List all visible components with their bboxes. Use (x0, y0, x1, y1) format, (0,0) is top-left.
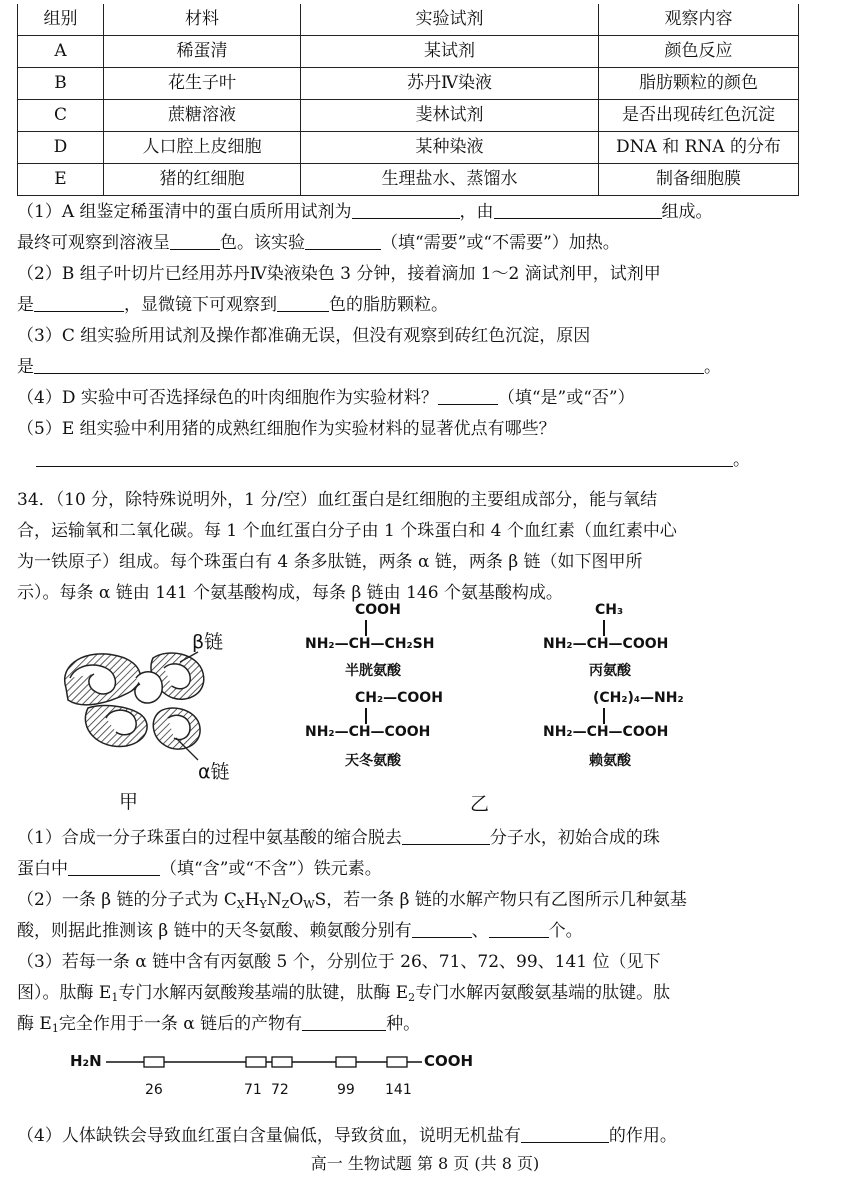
q34-intro-line3: 为一铁原子）组成。每个珠蛋白有 4 条多肽链，两条 α 链，两条 β 链（如下图甲所 (17, 552, 643, 572)
side-group: COOH (355, 602, 401, 618)
question-text: 图）。肽酶 E (17, 983, 112, 1003)
q33-part2-line2 (17, 293, 448, 317)
amino-acid-name: 丙氨酸 (589, 663, 631, 679)
formula-subscript: 1 (51, 1022, 59, 1035)
question-text: 色的脂肪颗粒。 (329, 295, 448, 315)
table-cell: 脂肪颗粒的颜色 (599, 68, 799, 100)
alanine-box (387, 1057, 407, 1067)
beta-chain-label: β链 (192, 631, 224, 653)
question-text: 最终可观察到溶液呈 (17, 233, 170, 253)
question-text: （2）B 组子叶切片已经用苏丹Ⅳ染液染色 3 分钟，接着滴加 1～2 滴试剂甲，试剂甲 (17, 264, 661, 284)
question-text: 蛋白中 (17, 859, 68, 879)
amino-acid-name: 赖氨酸 (589, 753, 631, 769)
table-header-cell: 观察内容 (599, 4, 799, 36)
question-text: （填“是”或“否”） (497, 388, 635, 408)
table-cell: 生理盐水、蒸馏水 (301, 164, 599, 196)
answer-blank[interactable] (277, 293, 329, 312)
answer-blank[interactable] (68, 857, 160, 876)
q33-part2-line1 (17, 262, 661, 286)
table-row (18, 164, 799, 196)
aspartate-structure (305, 690, 485, 770)
table-cell: C (18, 100, 104, 132)
answer-blank[interactable] (521, 1124, 609, 1143)
figure-jia-caption: 甲 (119, 791, 139, 813)
question-text: （1）A 组鉴定稀蛋清中的蛋白质所用试剂为 (17, 202, 352, 222)
formula-subscript: 1 (111, 991, 119, 1004)
table-cell: E (18, 164, 104, 196)
bond-line (365, 620, 367, 636)
alpha-chain-label: α链 (198, 761, 230, 783)
question-text: 个。 (548, 921, 583, 941)
question-text: 酶 E (17, 1014, 52, 1034)
amino-acid-name: 半胱氨酸 (345, 663, 401, 679)
table-cell: 制备细胞膜 (599, 164, 799, 196)
table-cell: 斐林试剂 (301, 100, 599, 132)
position-label: 71 (244, 1082, 262, 1098)
table-cell: 人口腔上皮细胞 (104, 132, 301, 164)
q34-part4 (17, 1124, 677, 1148)
q34-part2-line1 (17, 888, 687, 917)
question-text: 完全作用于一条 α 链后的产物有 (58, 1014, 303, 1034)
formula-subscript: Y (259, 898, 267, 911)
answer-blank[interactable] (302, 1012, 386, 1031)
question-text: 是 (17, 357, 34, 377)
question-text: 、 (471, 921, 489, 941)
q34-intro-line4: 示）。每条 α 链由 141 个氨基酸构成，每条 β 链由 146 个氨基酸构成。 (17, 583, 563, 603)
table-header-cell: 材料 (104, 4, 301, 36)
table-cell: D (18, 132, 104, 164)
main-formula: NH₂—CH—COOH (543, 724, 669, 740)
question-text: O (289, 890, 304, 910)
table-cell: DNA 和 RNA 的分布 (599, 132, 799, 164)
alanine-box (144, 1057, 164, 1067)
bond-line (603, 620, 605, 636)
chain-n-terminus: H₂N (70, 1052, 102, 1070)
question-text: （4）D 实验中可否选择绿色的叶肉细胞作为实验材料？ (17, 388, 438, 408)
question-text: H (244, 890, 260, 910)
formula-subscript: X (236, 898, 245, 911)
bond-line (603, 708, 605, 724)
q34-part3-line3 (17, 1012, 420, 1041)
q33-part3-line1 (17, 324, 590, 348)
alanine-box (246, 1057, 266, 1067)
main-formula: NH₂—CH—COOH (305, 724, 431, 740)
formula-subscript: Z (281, 898, 290, 911)
question-text: 分子水，初始合成的珠 (489, 828, 660, 848)
question-text: （填“含”或“不含”）铁元素。 (160, 859, 382, 879)
q34-part1-line1 (17, 826, 660, 850)
q34-intro-line2: 合，运输氧和二氧化碳。每 1 个血红蛋白分子由 1 个珠蛋白和 4 个血红素（血红素中心 (17, 521, 677, 541)
table-cell: 是否出现砖红色沉淀 (599, 100, 799, 132)
table-row (18, 36, 799, 68)
question-text: 。 (704, 357, 721, 377)
question-text: 的作用。 (608, 1126, 677, 1146)
main-formula: NH₂—CH—COOH (543, 636, 669, 652)
question-text: 色。该实验 (220, 233, 305, 253)
question-text: 组成。 (661, 202, 713, 222)
table-cell: A (18, 36, 104, 68)
q33-part1-line2 (17, 231, 620, 255)
q34-part1-line2 (17, 857, 382, 881)
table-header-row (18, 4, 799, 36)
page-footer: 高一 生物试题 第 8 页 (共 8 页) (310, 1154, 540, 1173)
answer-blank[interactable] (305, 231, 381, 250)
answer-blank[interactable] (438, 386, 498, 405)
question-text: 。 (733, 450, 750, 470)
table-header-cell: 实验试剂 (301, 4, 599, 36)
question-text: （2）一条 β 链的分子式为 C (17, 890, 237, 910)
alanine-box (272, 1057, 292, 1067)
answer-blank[interactable] (494, 200, 662, 219)
side-group: CH₃ (595, 602, 624, 618)
chain-c-terminus: COOH (424, 1052, 474, 1070)
cysteine-structure (305, 602, 485, 682)
q33-part3-line2 (17, 355, 721, 379)
figure-yi-caption: 乙 (470, 793, 490, 815)
question-text: 专门水解丙氨酸氨基端的肽键。肽 (415, 983, 671, 1003)
table-cell: 苏丹Ⅳ染液 (301, 68, 599, 100)
main-formula: NH₂—CH—CH₂SH (305, 636, 435, 652)
position-label: 26 (145, 1082, 163, 1098)
answer-blank[interactable] (352, 200, 460, 219)
question-text: N (266, 890, 282, 910)
question-text: （4）人体缺铁会导致血红蛋白含量偏低，导致贫血，说明无机盐有 (17, 1126, 521, 1146)
question-text: （填“需要”或“不需要”）加热。 (381, 233, 620, 253)
q33-part5 (17, 417, 556, 441)
table-row (18, 68, 799, 100)
table-cell: 稀蛋清 (104, 36, 301, 68)
table-cell: 蔗糖溶液 (104, 100, 301, 132)
bond-line (365, 708, 367, 724)
question-text: 是 (17, 295, 34, 315)
q33-part4 (17, 386, 635, 410)
question-text: 专门水解丙氨酸羧基端的肽键，肽酶 E (118, 983, 409, 1003)
table-header-cell: 组别 (18, 4, 104, 36)
question-text: 种。 (386, 1014, 421, 1034)
question-text: （3）C 组实验所用试剂及操作都准确无误，但没有观察到砖红色沉淀，原因 (17, 326, 591, 346)
q34-part3-line2 (17, 981, 670, 1010)
table-row (18, 132, 799, 164)
position-label: 141 (385, 1082, 412, 1098)
position-label: 99 (337, 1082, 355, 1098)
alanine-structure (543, 602, 723, 682)
answer-blank[interactable] (412, 919, 472, 938)
q33-part1-line1 (17, 200, 713, 224)
q34-part3-line1: （3）若每一条 α 链中含有丙氨酸 5 个，分别位于 26、71、72、99、141 位（见下 (17, 952, 661, 972)
globin-structure-figure (48, 618, 268, 788)
answer-blank[interactable] (34, 355, 704, 374)
formula-subscript: 2 (408, 991, 416, 1004)
answer-blank[interactable] (489, 919, 549, 938)
question-text: S，若一条 β 链的水解产物只有乙图所示几种氨基 (314, 890, 687, 910)
question-text: （5）E 组实验中利用猪的成熟红细胞作为实验材料的显著优点有哪些？ (17, 419, 556, 439)
amino-acid-name: 天冬氨酸 (345, 753, 401, 769)
formula-subscript: W (303, 898, 315, 911)
position-label: 72 (271, 1082, 289, 1098)
answer-blank[interactable] (36, 448, 733, 467)
question-text: ，显微镜下可观察到 (124, 295, 277, 315)
side-group: (CH₂)₄—NH₂ (593, 690, 684, 706)
alanine-box (336, 1057, 356, 1067)
question-text: ，由 (459, 202, 494, 222)
side-group: CH₂—COOH (355, 690, 443, 706)
question-text: 酸，则据此推测该 β 链中的天冬氨酸、赖氨酸分别有 (17, 921, 412, 941)
answer-blank[interactable] (170, 231, 220, 250)
lysine-structure (543, 690, 723, 770)
q33-part5-answer (36, 448, 750, 472)
alpha-chain-diagram (106, 1052, 426, 1072)
table-cell: 猪的红细胞 (104, 164, 301, 196)
question-text: （1）合成一分子珠蛋白的过程中氨基酸的缩合脱去 (17, 828, 402, 848)
q34-intro-line1: 34．（10 分，除特殊说明外，1 分/空）血红蛋白是红细胞的主要组成部分，能与氧结 (17, 490, 658, 510)
answer-blank[interactable] (402, 826, 490, 845)
table-cell: 某种染液 (301, 132, 599, 164)
table-cell: 花生子叶 (104, 68, 301, 100)
experiment-table (17, 4, 799, 196)
table-row (18, 100, 799, 132)
table-cell: 颜色反应 (599, 36, 799, 68)
table-cell: 某试剂 (301, 36, 599, 68)
answer-blank[interactable] (34, 293, 124, 312)
q34-part2-line2 (17, 919, 583, 943)
table-cell: B (18, 68, 104, 100)
